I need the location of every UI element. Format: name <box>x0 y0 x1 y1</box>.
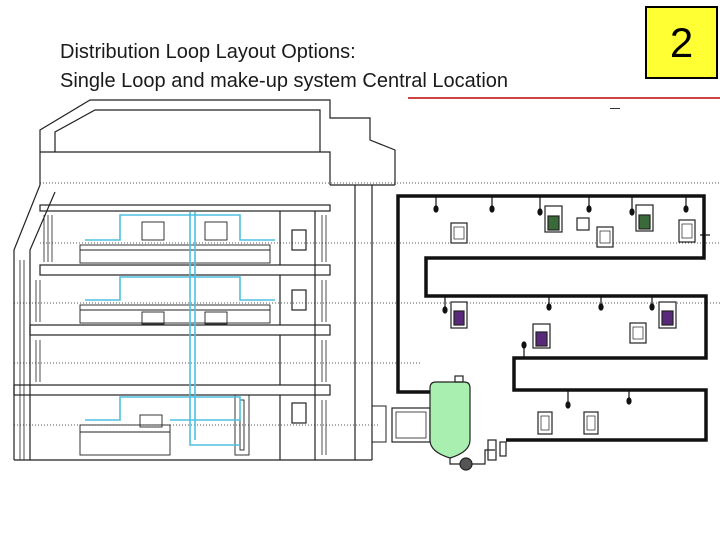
building-water-loop <box>85 212 275 445</box>
title-line-1: Distribution Loop Layout Options: <box>60 41 356 63</box>
slide-number-badge: 2 <box>645 6 718 79</box>
title-line-2: Single Loop and make-up system Central Location <box>60 70 509 92</box>
point-of-use-units <box>451 205 695 434</box>
building-cross-section <box>14 100 395 460</box>
make-up-system <box>372 376 506 470</box>
